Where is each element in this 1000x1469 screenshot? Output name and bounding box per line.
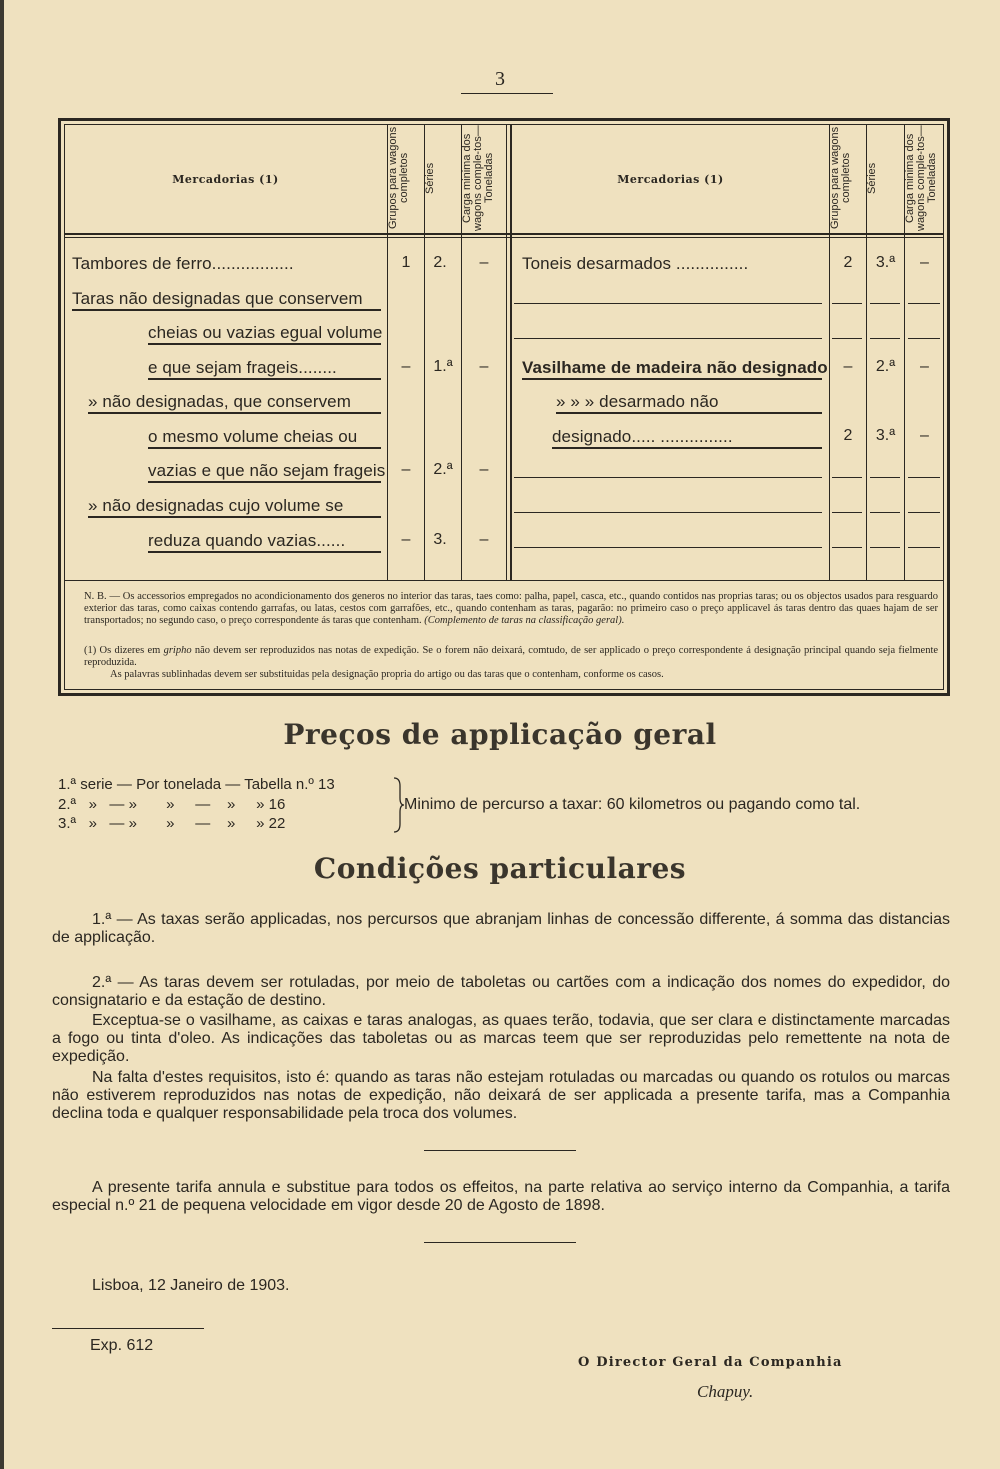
condicao-4: Na falta d'estes requisitos, isto é: quando as taras não estejam rotuladas ou marcadas ou quando os rotulos ou marcas não estiverem reproduzidos nas notas de expedição, não deixará de ser applicada a presente tarifa, mas a Companhia declina toda e qualquer responsabilidade pela troca dos volumes. — [52, 1069, 950, 1122]
blank-line — [514, 338, 822, 339]
right-row-serie: 3.ª — [875, 427, 896, 444]
left-row-serie: 3. — [433, 531, 447, 548]
header-mercadorias-left: Mercadorias (1) — [172, 173, 279, 186]
page-number-rule — [461, 93, 553, 94]
precos-note: Minimo de percurso a taxar: 60 kilometros ou pagando como tal. — [404, 796, 861, 813]
blank-line — [870, 303, 900, 304]
left-row-text: » não designadas, que conservem — [88, 392, 381, 414]
right-row-carga: – — [920, 254, 929, 271]
header-mercadorias-right: Mercadorias (1) — [617, 173, 724, 186]
blank-line — [870, 477, 900, 478]
right-row-text: designado..... ............... — [552, 427, 822, 449]
blank-line — [870, 547, 900, 548]
left-row-text: cheias ou vazias egual volume — [148, 323, 381, 345]
blank-line — [908, 303, 940, 304]
note-1-italic: gripho — [163, 645, 192, 656]
blank-line — [514, 512, 822, 513]
left-row-text: reduza quando vazias...... — [148, 531, 381, 553]
left-row-carga: – — [479, 254, 489, 271]
precos-line: 3.ª » — » » — » » 22 — [58, 815, 286, 832]
header-series-left: Séries — [424, 162, 436, 194]
exp-rule — [52, 1328, 204, 1329]
left-row-text: » não designadas cujo volume se — [88, 496, 381, 518]
precos-line: 2.ª » — » » — » » 16 — [58, 796, 286, 813]
blank-line — [908, 512, 940, 513]
header-grupos-right: Grupos para wagons completos — [829, 126, 852, 230]
left-row-serie: 2. — [433, 254, 447, 271]
date-line: Lisboa, 12 Janeiro de 1903. — [92, 1277, 290, 1294]
precos-title: Preços de applicação geral — [283, 718, 717, 751]
left-row-serie: 1.ª — [433, 358, 453, 375]
condicoes-title: Condições particulares — [313, 852, 687, 885]
blank-line — [908, 338, 940, 339]
right-row-text: Vasilhame de madeira não designado — [522, 358, 822, 380]
note-1-line2: As palavras sublinhadas devem ser substituidas pela designação propria do artigo ou das taras que o contenham, conforme os casos. — [110, 669, 664, 680]
left-row-carga: – — [479, 461, 489, 478]
blank-line — [832, 547, 862, 548]
right-row-grupo: 2 — [843, 427, 853, 444]
left-row-carga: – — [479, 531, 489, 548]
right-row-text: Toneis desarmados ............... — [522, 254, 749, 273]
annul-text: A presente tarifa annula e substitue para todos os effeitos, na parte relativa ao serviço interno da Companhia, a tarifa especial n.º 21 de pequena velocidade em vigor desde 20 de Agosto de 1898. — [52, 1179, 950, 1214]
header-carga-right: Carga minima dos wagons comple-tos—Toneladas — [904, 125, 938, 231]
right-row-serie: 2.ª — [875, 358, 896, 375]
col-sep-middle-a — [506, 124, 507, 580]
condicao-2: 2.ª — As taras devem ser rotuladas, por meio de taboletas ou cartões com a indicação dos nomes do expedidor, do consignatario e da estação de destino. — [52, 974, 950, 1009]
note-nb-italic: (Complemento de taras na classificação geral). — [424, 615, 625, 626]
blank-line — [832, 338, 862, 339]
right-row-carga: – — [920, 427, 929, 444]
left-row-carga: – — [479, 358, 489, 375]
blank-line — [870, 338, 900, 339]
left-row-grupo: – — [401, 461, 411, 478]
right-row-grupo: – — [843, 358, 853, 375]
col-sep-middle-b — [510, 124, 512, 580]
blank-line — [908, 477, 940, 478]
right-row-text: » » » desarmado não — [556, 392, 822, 414]
condicao-3: Exceptua-se o vasilhame, as caixas e taras analogas, as quaes terão, todavia, que ser clara e distinctamente marcadas a fogo ou tinta d'oleo. As indicações das taboletas ou as marcas teem que ser reproduzidas pelo remettente na nota de expedição. — [52, 1012, 950, 1065]
left-row-grupo: – — [401, 531, 411, 548]
section-rule — [424, 1150, 576, 1151]
left-row-text: Tambores de ferro................. — [72, 254, 294, 273]
blank-line — [908, 547, 940, 548]
blank-line — [870, 512, 900, 513]
left-row-grupo: – — [401, 358, 411, 375]
section-rule — [424, 1242, 576, 1243]
right-row-carga: – — [920, 358, 929, 375]
blank-line — [514, 303, 822, 304]
note-nb: N. B. — Os accessorios empregados no acondicionamento dos generos no interior das taras, taes como: palha, papel, casca, etc., quando contidos nas proprias taras; ou os objectos usados para resguardo exterior das taras, como caixas contendo garrafas, ou latas, cestos com garrafões, etc., quando contenham as taras, pagarão: no primeiro caso o preço applicavel ás taras dentro das quaes hajam de ser transportados; no segundo caso, o preço correspondente ás taras que contenham. (Complemento de taras na classificação geral). — [84, 591, 938, 626]
signature-title: O Director Geral da Companhia — [578, 1355, 843, 1370]
blank-line — [514, 547, 822, 548]
left-row-grupo: 1 — [401, 254, 411, 271]
right-row-serie: 3.ª — [875, 254, 896, 271]
page-number: 3 — [495, 68, 505, 90]
blank-line — [832, 512, 862, 513]
notes-divider — [64, 580, 944, 581]
left-row-serie: 2.ª — [433, 461, 453, 478]
right-row-grupo: 2 — [843, 254, 853, 271]
header-carga-left: Carga minima dos wagons comple-tos—Toneladas — [461, 125, 495, 231]
left-row-text: e que sejam frageis........ — [148, 358, 381, 380]
precos-line: 1.ª serie — Por tonelada — Tabella n.º 13 — [58, 776, 335, 793]
signature-name: Chapuy. — [697, 1382, 754, 1401]
header-divider — [64, 233, 944, 235]
left-row-text: o mesmo volume cheias ou — [148, 427, 381, 449]
condicao-1: 1.ª — As taxas serão applicadas, nos percursos que abranjam linhas de concessão differente, á somma das distancias de applicação. — [52, 911, 950, 946]
left-row-text: vazias e que não sejam frageis — [148, 461, 381, 483]
exp-number: Exp. 612 — [90, 1337, 154, 1354]
blank-line — [832, 303, 862, 304]
note-1: (1) Os dizeres em gripho não devem ser reproduzidos nas notas de expedição. Se o forem não deixará, comtudo, de ser applicado o preço correspondente á designação principal quando seja fielmente reproduzida. — [84, 645, 939, 668]
header-series-right: Séries — [866, 162, 878, 194]
blank-line — [514, 477, 822, 478]
blank-line — [832, 477, 862, 478]
left-row-text: Taras não designadas que conservem — [72, 289, 381, 311]
header-divider-thin — [64, 237, 944, 238]
header-grupos-left: Grupos para wagons completos — [387, 126, 410, 230]
